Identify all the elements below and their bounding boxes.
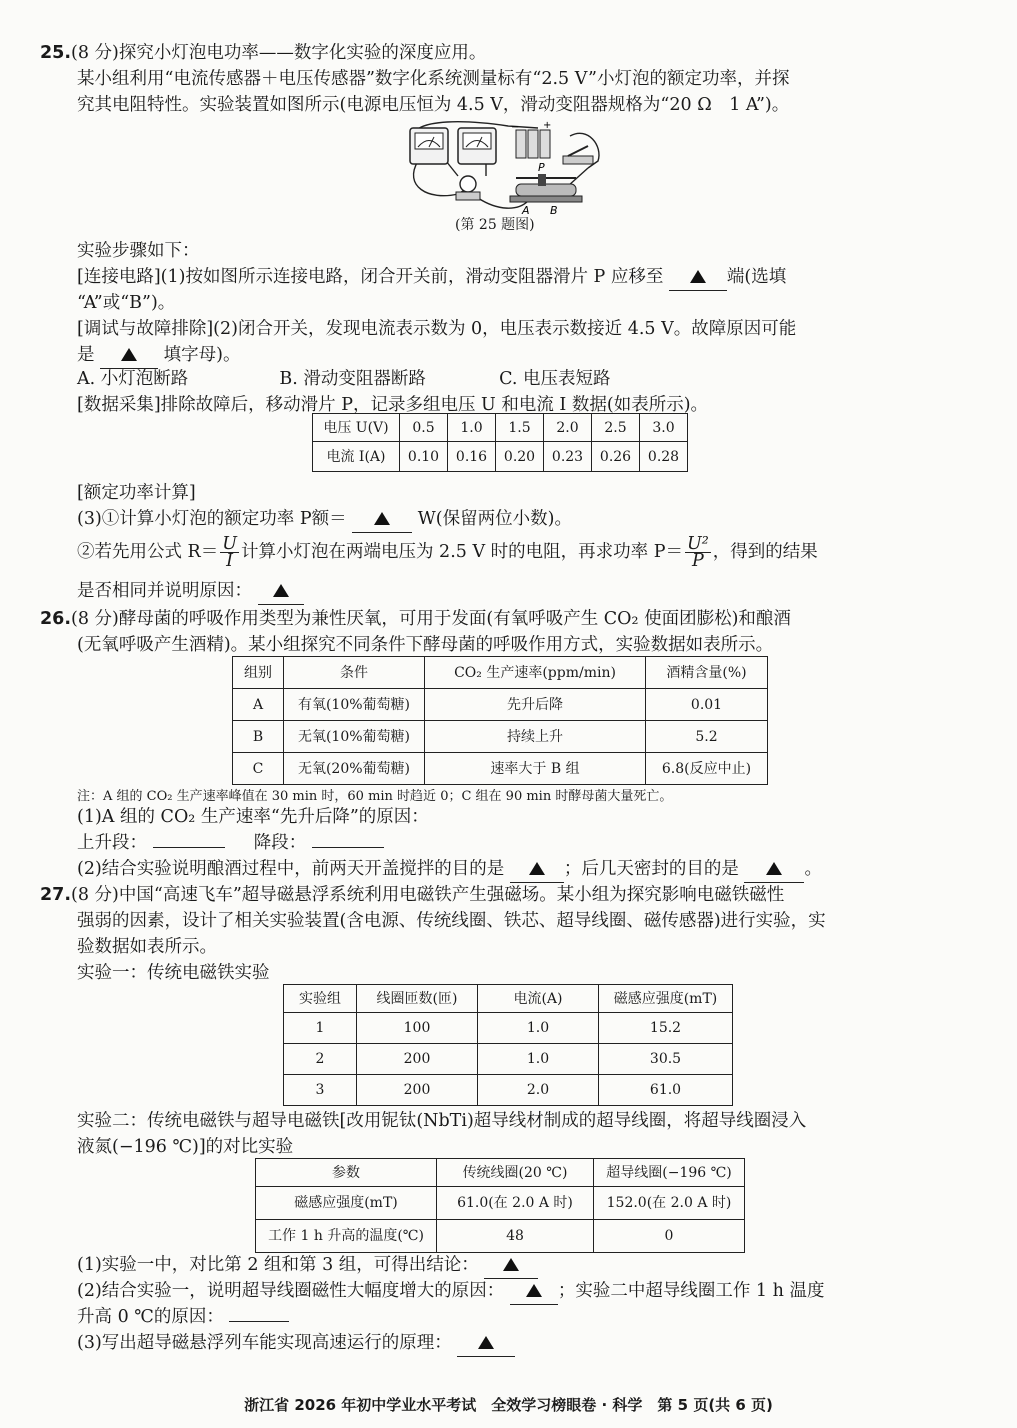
table-cell: 1.0: [478, 1013, 599, 1044]
table-cell: 0.01: [646, 689, 768, 721]
table-cell: 无氧(20%葡萄糖): [284, 753, 425, 785]
q25-answer-2-blank[interactable]: [100, 342, 158, 369]
formula-u-over-i: $\frac{U}{I}$: [222, 534, 237, 571]
table-cell: 2.0: [478, 1075, 599, 1106]
q26-intro: [40, 606, 791, 632]
table-cell: 100: [357, 1013, 478, 1044]
table-cell: B: [233, 721, 284, 753]
q27-answer-4-blank[interactable]: [457, 1330, 515, 1357]
q27-answer-1-blank[interactable]: [484, 1252, 538, 1279]
table-cell: 0.10: [400, 442, 448, 472]
table-row: [313, 442, 688, 472]
q27-part2-c: [77, 1304, 289, 1330]
table-cell: 0.5: [400, 414, 448, 442]
q27-line3: 验数据如表所示。: [77, 937, 217, 957]
q26-answer-stir-blank[interactable]: [510, 856, 564, 883]
table-cell: 0.16: [448, 442, 496, 472]
table-row: [284, 1013, 733, 1044]
q25-title: (8 分)探究小灯泡电功率——数字化实验的深度应用。: [71, 43, 487, 63]
table-cell: 磁感应强度(mT): [256, 1187, 437, 1220]
table-header: 组别: [233, 657, 284, 689]
table-cell: 61.0(在 2.0 A 时): [437, 1187, 594, 1220]
table-cell: 15.2: [599, 1013, 733, 1044]
q25-formula-lead: ②若先用公式 R＝: [77, 542, 219, 562]
formula-u2-over-p: $\frac{\text{U²}}{P}$: [687, 534, 709, 571]
q25-power-tail: W(保留两位小数)。: [417, 509, 572, 529]
table-row: [313, 414, 688, 442]
table-cell: 6.8(反应中止): [646, 753, 768, 785]
q27-part2: [77, 1278, 824, 1305]
table-cell: 速率大于 B 组: [425, 753, 646, 785]
table-cell: 0.23: [544, 442, 592, 472]
q27-part3: [77, 1330, 515, 1357]
table-cell: 61.0: [599, 1075, 733, 1106]
q25-step2-lead: 是: [77, 345, 95, 365]
table-header-row: [256, 1159, 745, 1187]
table-cell: 0.20: [496, 442, 544, 472]
q26-part1: (1)A 组的 CO₂ 生产速率“先升后降”的原因：: [77, 807, 429, 827]
table-cell: 0.28: [640, 442, 688, 472]
q27-answer-3-blank[interactable]: [229, 1321, 289, 1322]
table-header-row: [284, 985, 733, 1013]
table-cell: C: [233, 753, 284, 785]
table-cell: 先升后降: [425, 689, 646, 721]
q25-option-b: B. 滑动变阻器断路: [279, 369, 426, 389]
table-cell: 0: [594, 1220, 745, 1253]
q27-line2: 强弱的因素，设计了相关实验装置(含电源、传统线圈、铁芯、超导线圈、磁传感器)进行实验，实: [77, 911, 826, 931]
table-row: [284, 1075, 733, 1106]
answer-triangle-icon: [690, 270, 706, 283]
q25-option-a: A. 小灯泡断路: [77, 369, 189, 389]
q25-formula-tail: ，得到的结果: [712, 542, 818, 562]
table-header-row: [233, 657, 768, 689]
table-header: 实验组: [284, 985, 357, 1013]
table-cell: 持续上升: [425, 721, 646, 753]
q25-step2: [调试与故障排除](2)闭合开关，发现电流表示数为 0，电压表示数接近 4.5 V。故障原因可能: [77, 319, 797, 339]
q27-intro: [40, 882, 784, 908]
answer-triangle-icon: [478, 1336, 494, 1349]
answer-triangle-icon: [374, 512, 390, 525]
table-header: 超导线圈(−196 ℃): [594, 1159, 745, 1187]
battery-icon: [511, 120, 551, 158]
table-cell: 2: [284, 1044, 357, 1075]
q27-exp2-title: 实验二：传统电磁铁与超导电磁铁[改用铌钛(NbTi)超导线材制成的超导线圈，将超导线圈浸入: [77, 1111, 807, 1131]
q25-number: 25.: [40, 43, 72, 63]
q25-step1: [77, 264, 786, 291]
table-header: 电流(A): [478, 985, 599, 1013]
q25-step4-calc: [77, 506, 572, 533]
q27-answer-2-blank[interactable]: [510, 1278, 558, 1305]
q26-part2: [77, 856, 822, 883]
table-header: 传统线圈(20 ℃): [437, 1159, 594, 1187]
table-header: CO₂ 生产速率(ppm/min): [425, 657, 646, 689]
battery-plus-label: +: [543, 120, 552, 131]
q25-intro: [40, 40, 486, 66]
answer-triangle-icon: [526, 1284, 542, 1297]
q25-step5: [77, 536, 818, 569]
table-cell: 3: [284, 1075, 357, 1106]
q25-power-text: (3)①计算小灯泡的额定功率 P额＝: [77, 509, 347, 529]
q27-part2-text: (2)结合实验一，说明超导线圈磁性大幅度增大的原因：: [77, 1281, 505, 1301]
q26-falling-blank[interactable]: [312, 847, 384, 848]
table-cell: 30.5: [599, 1044, 733, 1075]
q25-steps: 实验步骤如下：: [77, 241, 200, 261]
q27-line1: (8 分)中国“高速飞车”超导磁悬浮系统利用电磁铁产生强磁场。某小组为探究影响电磁铁磁性: [71, 885, 785, 905]
q26-note: 注：A 组的 CO₂ 生产速率峰值在 30 min 时，60 min 时趋近 0；C 组在 90 min 时酵母菌大量死亡。: [77, 789, 673, 804]
q25-fig-caption: (第 25 题图): [455, 217, 535, 233]
q25-step1-options: “A”或“B”)。: [77, 293, 176, 313]
slider-p-label: P: [538, 161, 545, 174]
table-cell: 1.5: [496, 414, 544, 442]
q25-answer-3-blank[interactable]: [352, 506, 412, 533]
table-cell: 2.0: [544, 414, 592, 442]
q26-answer-seal-blank[interactable]: [744, 856, 804, 883]
q25-option-c: C. 电压表短路: [499, 369, 611, 389]
table-header: 条件: [284, 657, 425, 689]
q27-part1-text: (1)实验一中，对比第 2 组和第 3 组，可得出结论：: [77, 1255, 479, 1275]
q26-part2-mid: ；后几天密封的目的是: [563, 859, 739, 879]
q25-formula-mid: 计算小灯泡在两端电压为 2.5 V 时的电阻，再求功率 P＝: [241, 542, 683, 562]
table-cell: 3.0: [640, 414, 688, 442]
table-row-label: 电压 U(V): [313, 414, 400, 442]
q25-line3: 究其电阻特性。实验装置如图所示(电源电压恒为 4.5 V，滑动变阻器规格为“20 Ω 1 A”)。: [77, 95, 790, 115]
table-row: [284, 1044, 733, 1075]
answer-triangle-icon: [529, 862, 545, 875]
table-cell: 48: [437, 1220, 594, 1253]
q25-answer-4-blank[interactable]: [258, 578, 304, 605]
rheostat-icon: [510, 161, 582, 217]
answer-triangle-icon: [503, 1258, 519, 1271]
q25-step2-tail: 填字母)。: [163, 345, 241, 365]
q26-line1: (8 分)酵母菌的呼吸作用类型为兼性厌氧，可用于发面(有氧呼吸产生 CO₂ 使面团膨松)和酿酒: [71, 609, 791, 629]
table-header: 线圈匝数(匝): [357, 985, 478, 1013]
q26-line2: (无氧呼吸产生酒精)。某小组探究不同条件下酵母菌的呼吸作用方式，实验数据如表所示。: [77, 635, 774, 655]
table-cell: 0.26: [592, 442, 640, 472]
table-cell: 1.0: [448, 414, 496, 442]
answer-triangle-icon: [766, 862, 782, 875]
table-row: [233, 753, 768, 785]
q27-part2-tail: 升高 0 ℃的原因：: [77, 1307, 224, 1327]
q25-answer-1-blank[interactable]: [669, 264, 727, 291]
table-row: [233, 689, 768, 721]
table-cell: 1: [284, 1013, 357, 1044]
table-cell: 200: [357, 1075, 478, 1106]
table-cell: 152.0(在 2.0 A 时): [594, 1187, 745, 1220]
table-row: [256, 1220, 745, 1253]
q25-step2-b: [77, 342, 240, 369]
table-cell: 5.2: [646, 721, 768, 753]
table-cell: 工作 1 h 升高的温度(℃): [256, 1220, 437, 1253]
q25-reason-text: 是否相同并说明原因：: [77, 581, 252, 601]
q27-part2-mid: ；实验二中超导线圈工作 1 h 温度: [557, 1281, 825, 1301]
q26-number: 26.: [40, 609, 72, 629]
q27-exp2-title-2: 液氮(−196 ℃)]的对比实验: [77, 1137, 294, 1157]
table-row: [256, 1187, 745, 1220]
answer-triangle-icon: [273, 584, 289, 597]
table-cell: 2.5: [592, 414, 640, 442]
page-footer: 浙江省 2026 年初中学业水平考试 全效学习榜眼卷 · 科学 第 5 页(共 6 页): [244, 1396, 773, 1414]
q27-exp1-table: [283, 984, 733, 1106]
lamp-icon: [456, 176, 480, 200]
q26-rising-blank[interactable]: [153, 847, 225, 848]
table-header: 磁感应强度(mT): [599, 985, 733, 1013]
terminal-b-label: B: [550, 204, 558, 217]
q25-circuit-figure: [398, 116, 618, 220]
q27-number: 27.: [40, 885, 72, 905]
battery-minus-label: −: [511, 122, 520, 133]
q26-part2-text: (2)结合实验说明酿酒过程中，前两天开盖搅拌的目的是: [77, 859, 505, 879]
q27-exp2-table: [255, 1158, 745, 1253]
q25-step1-tail: 端(选填: [726, 267, 787, 287]
q26-part2-end: 。: [804, 859, 822, 879]
q25-options: [77, 366, 610, 392]
table-cell: 1.0: [478, 1044, 599, 1075]
table-header: 酒精含量(%): [646, 657, 768, 689]
q25-step1-text: [连接电路](1)按如图所示连接电路，闭合开关前，滑动变阻器滑片 P 应移至: [77, 267, 664, 287]
table-cell: A: [233, 689, 284, 721]
q27-part3-text: (3)写出超导磁悬浮列车能实现高速运行的原理：: [77, 1333, 452, 1353]
q25-step3: [数据采集]排除故障后，移动滑片 P，记录多组电压 U 和电流 I 数据(如表所示)。: [77, 395, 709, 415]
q26-part1-answers: [77, 830, 384, 856]
answer-triangle-icon: [121, 348, 137, 361]
q27-part1: [77, 1252, 538, 1279]
q25-step6: [77, 578, 304, 605]
table-row-label: 电流 I(A): [313, 442, 400, 472]
q26-rising-label: 上升段：: [77, 833, 147, 853]
switch-icon: [563, 146, 593, 164]
q25-data-table: [312, 413, 688, 472]
q25-line2: 某小组利用“电流传感器＋电压传感器”数字化系统测量标有“2.5 V”小灯泡的额定功率，并探: [77, 69, 790, 89]
table-header: 参数: [256, 1159, 437, 1187]
terminal-a-label: A: [522, 204, 530, 217]
table-cell: 200: [357, 1044, 478, 1075]
table-cell: 无氧(10%葡萄糖): [284, 721, 425, 753]
table-row: [233, 721, 768, 753]
q26-data-table: [232, 656, 768, 785]
q26-falling-label: 降段：: [253, 833, 307, 853]
q27-exp1-title: 实验一：传统电磁铁实验: [77, 963, 270, 983]
table-cell: 有氧(10%葡萄糖): [284, 689, 425, 721]
q25-step4: [额定功率计算]: [77, 483, 196, 503]
